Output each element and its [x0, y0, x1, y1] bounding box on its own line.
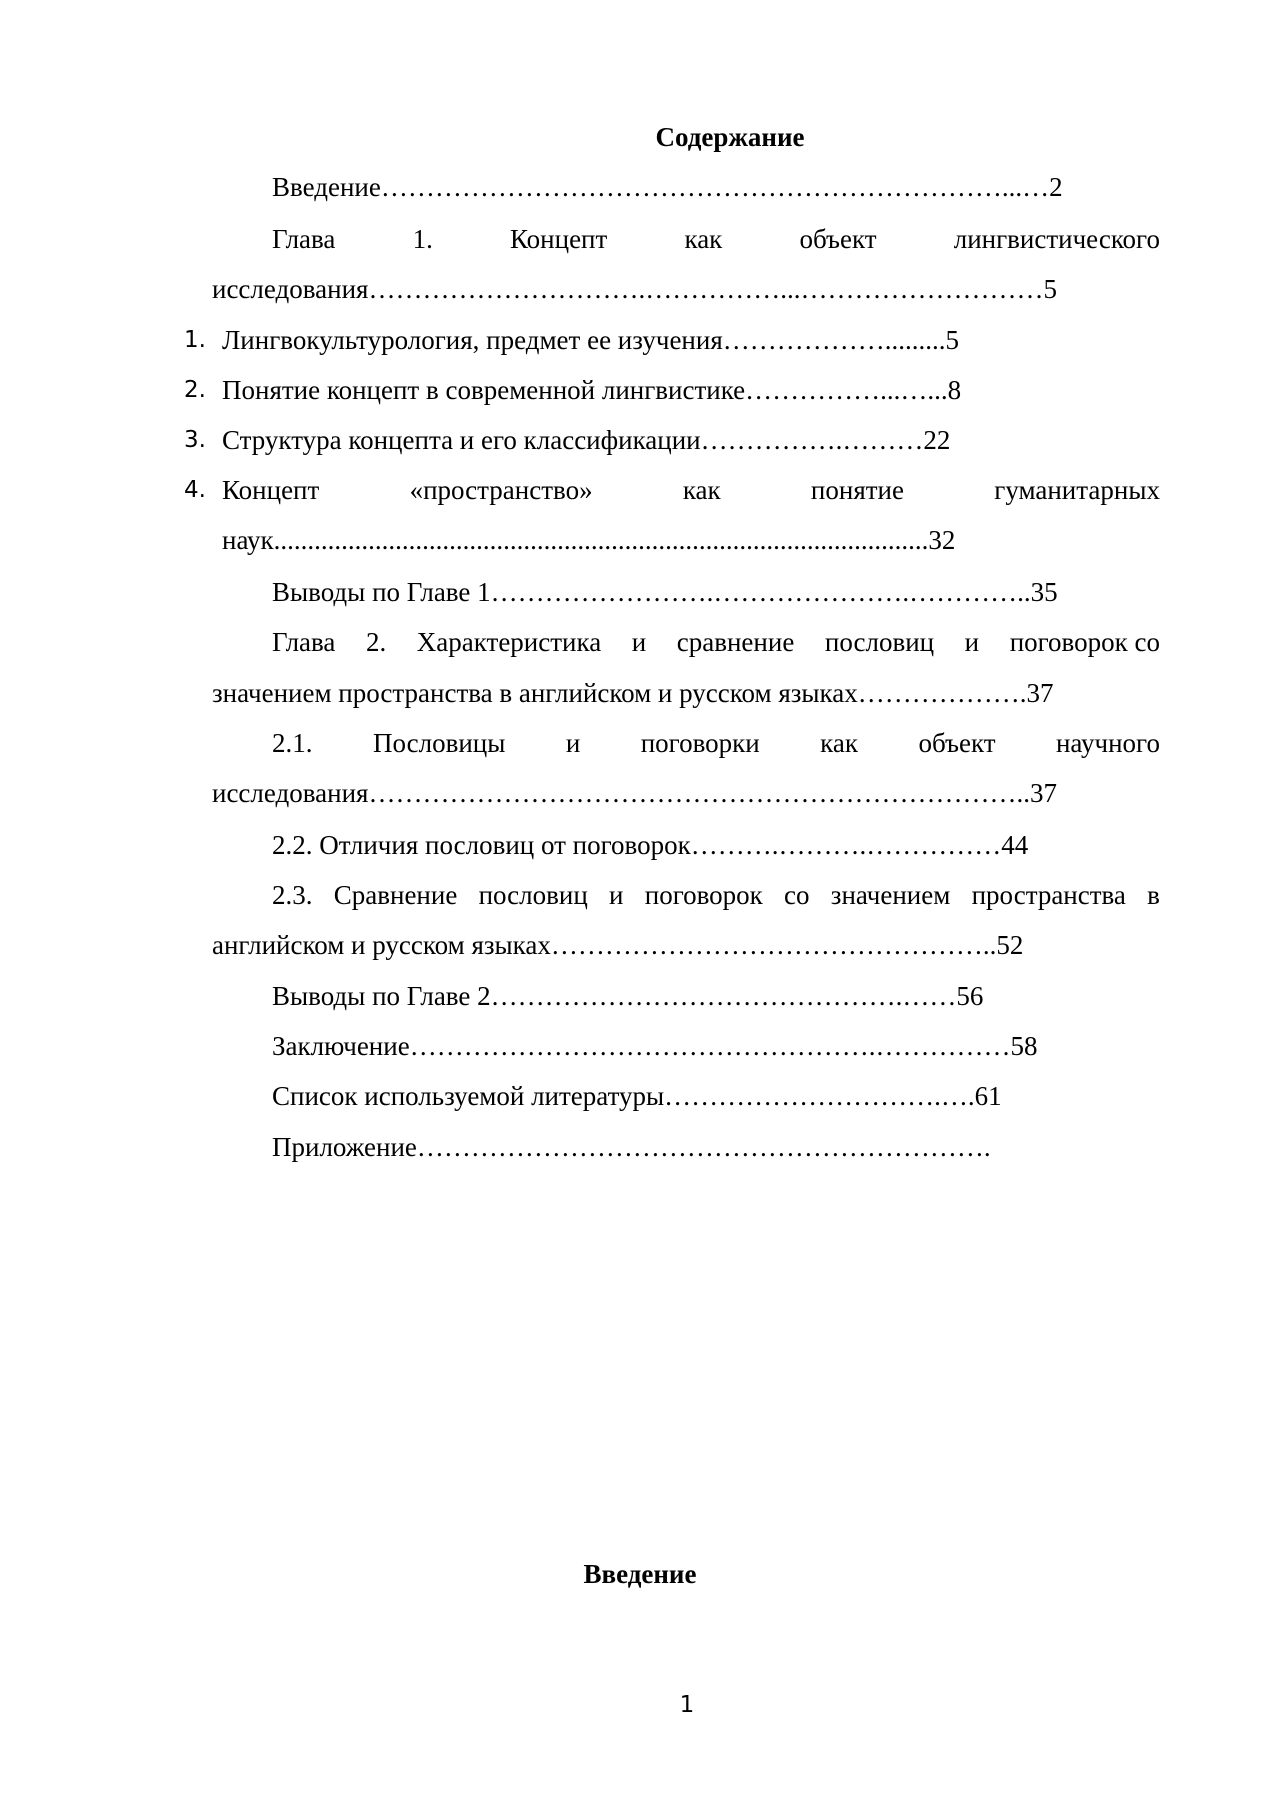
list-number: 1. [184, 327, 206, 353]
toc-entry-item4-line2: наук.................................................................................................32 [222, 525, 956, 555]
list-number: 3. [184, 427, 206, 453]
toc-entry-appendix: Приложение………………………………………………………. [272, 1132, 991, 1162]
toc-entry-2-3-line1: 2.3. Сравнение пословиц и поговорок со значением пространства в [272, 880, 1160, 910]
toc-title: Содержание [655, 122, 805, 152]
toc-entry-chapter1-line1: Глава 1. Концепт как объект лингвистического [272, 224, 1160, 254]
toc-entry-2-2: 2.2. Отличия пословиц от поговорок……….……….……………44 [272, 830, 1029, 860]
toc-entry-chapter1-line2: исследования………………………….……………...………………………5 [212, 274, 1057, 304]
list-number: 2. [184, 377, 206, 403]
toc-entry-2-1-line2: исследования………………………………………………………………..37 [212, 778, 1057, 808]
toc-entry-item1: Лингвокультурология, предмет ее изучения……………….........5 [222, 325, 959, 355]
toc-entry-item2: Понятие концепт в современной лингвистике……………...…...8 [222, 375, 962, 405]
toc-entry-item4-line1: Концепт «пространство» как понятие гуманитарных [222, 475, 1160, 505]
toc-entry-2-1-line1: 2.1. Пословицы и поговорки как объект научного [272, 728, 1160, 758]
list-number: 4. [184, 477, 206, 503]
toc-entry-item3: Структура концепта и его классификации…………….………22 [222, 425, 951, 455]
toc-entry-conclusion: Заключение…………………………………………….……………58 [272, 1031, 1038, 1061]
toc-entry-2-3-line2: английском и русском языках…………………………………………..52 [212, 930, 1024, 960]
toc-entry-references: Список используемой литературы………………………….….61 [272, 1081, 1002, 1111]
section-heading-introduction: Введение [583, 1559, 697, 1589]
toc-entry-conclusions-ch1: Выводы по Главе 1…………………….………………….…………..35 [272, 577, 1058, 607]
toc-entry-chapter2-line2: значением пространства в английском и русском языках……………….37 [212, 678, 1054, 708]
toc-entry-conclusions-ch2: Выводы по Главе 2……………………………………….……56 [272, 981, 984, 1011]
page-number: 1 [679, 1692, 695, 1718]
toc-entry-introduction: Введение……………………………………………………………...…2 [272, 172, 1063, 202]
toc-entry-chapter2-line1: Глава 2. Характеристика и сравнение пословиц и поговорок со [272, 627, 1160, 657]
